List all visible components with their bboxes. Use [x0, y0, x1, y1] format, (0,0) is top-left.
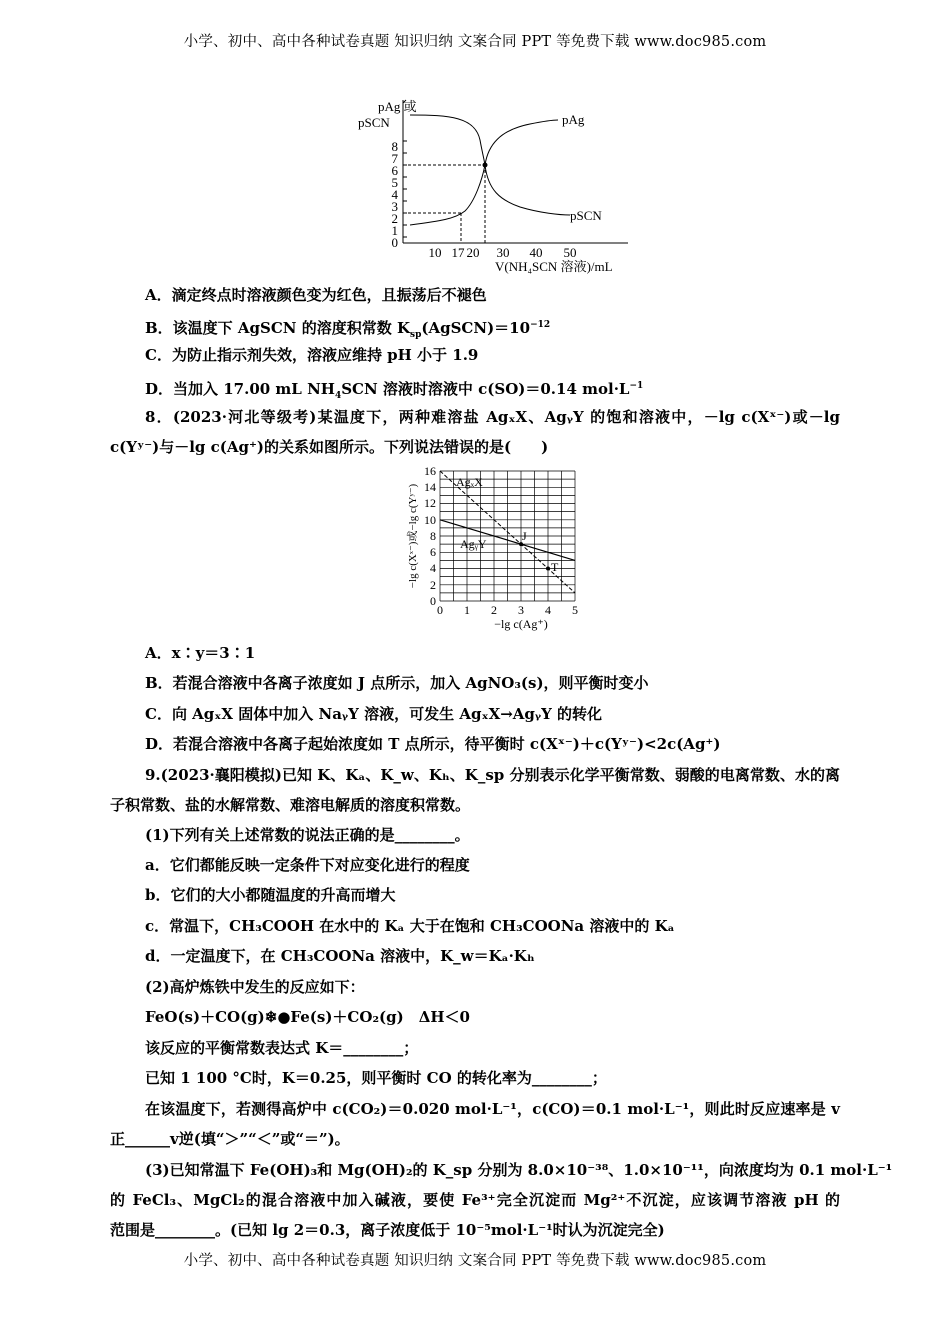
chart1-ytick: 4	[391, 187, 398, 202]
chart2-ytick: 16	[424, 466, 436, 478]
chart1-ylabel-2: pSCN	[358, 115, 390, 130]
chart1-xtick: 40	[529, 245, 543, 260]
chart2-xtick: 3	[518, 603, 524, 617]
chart1-ytick: 8	[391, 139, 398, 154]
chart2-ylabel: −lg c(Xˣ⁻)或−lg c(Yʸ⁻)	[407, 483, 419, 589]
curve-pAg	[410, 115, 558, 165]
chart1-ytick: 7	[391, 151, 398, 166]
solubility-chart	[398, 466, 598, 636]
chart1-pAg-label: pAg	[562, 112, 585, 127]
chart2-xtick: 0	[437, 603, 443, 617]
page-header: 小学、初中、高中各种试卷真题 知识归纳 文案合同 PPT 等免费下载 www.doc985.com	[183, 34, 767, 50]
chart1-ytick: 5	[391, 175, 398, 190]
chart1-ytick: 0	[391, 235, 398, 250]
chart1-ytick: 3	[391, 199, 398, 214]
chart2-ytick: 12	[424, 496, 436, 510]
q8-option-d: D．若混合溶液中各离子起始浓度如 T 点所示，待平衡时 c(Xˣ⁻)＋c(Yʸ⁻)<2c(Ag⁺)	[145, 735, 721, 753]
chart2-ytick: 14	[424, 480, 436, 494]
q8-option-a: A．x∶y＝3∶1	[145, 644, 256, 662]
chart1-ylabel-1: pAg 或	[378, 99, 417, 114]
chart2-ytick: 6	[430, 545, 436, 559]
chart1-ytick: 1	[391, 223, 398, 238]
chart2-ytick: 8	[430, 529, 436, 543]
chart2-ytick: 0	[430, 594, 436, 608]
q9-conversion: 已知 1 100 °C时，K＝0.25，则平衡时 CO 的转化率为________；	[145, 1069, 607, 1087]
q9-stem-line2: 子积常数、盐的水解常数、难溶电解质的溶度积常数。	[110, 796, 471, 814]
q7-option-a: A．滴定终点时溶液颜色变为红色，且振荡后不褪色	[145, 286, 487, 304]
q8-option-c: C．向 AgₓX 固体中加入 NaᵧY 溶液，可发生 AgₓX→AgᵧY 的转化	[145, 705, 603, 723]
label-J: J	[522, 529, 527, 543]
chart2-xtick: 5	[572, 603, 578, 617]
q9-k-expression: 该反应的平衡常数表达式 K＝________；	[145, 1039, 419, 1057]
q7-option-c: C．为防止指示剂失效，溶液应维持 pH 小于 1.9	[145, 346, 479, 364]
q7-option-d: D．当加入 17.00 mL $NH_4SCN$ 溶液时溶液中 c(SO)＝0.14 $mol\cdot L^{-1}$	[145, 380, 644, 401]
chart2-xtick: 4	[545, 603, 551, 617]
chart1-xtick: 17	[451, 245, 465, 260]
titration-chart	[340, 95, 640, 275]
chart2-xtick: 1	[464, 603, 470, 617]
q9-part1: (1)下列有关上述常数的说法正确的是________。	[145, 826, 470, 844]
q9-equation: FeO(s)＋CO(g)❄●Fe(s)＋CO₂(g) ΔH＜0	[145, 1008, 470, 1026]
q9-part3-line1: (3)已知常温下 Fe(OH)₃和 Mg(OH)₂的 K_sp 分别为 8.0×10⁻³⁸、1.0×10⁻¹¹，向浓度均为 0.1 mol·L⁻¹	[145, 1161, 893, 1179]
curve-pSCN	[410, 165, 570, 225]
q8-stem-line1: 8．(2023·河北等级考)某温度下，两种难溶盐 AgₓX、AgᵧY 的饱和溶液中，－lg c(Xˣ⁻)或－lg	[145, 408, 840, 426]
chart2-xlabel: −lg c(Ag⁺)	[494, 617, 548, 631]
chart1-ytick: 6	[391, 163, 398, 178]
chart1-xlabel: V(NH₄SCN 溶液)/mL	[495, 259, 613, 274]
q9-part3-line2: 的 FeCl₃、MgCl₂的混合溶液中加入碱液，要使 Fe³⁺完全沉淀而 Mg²⁺不沉淀，应该调节溶液 pH 的	[110, 1191, 840, 1209]
q9-option-c: c．常温下，CH₃COOH 在水中的 Kₐ 大于在饱和 CH₃COONa 溶液中的 Kₐ	[145, 917, 675, 935]
q9-rate-line2: 正______v逆(填“＞”“＜”或“＝”)。	[110, 1130, 350, 1148]
q9-option-b: b．它们的大小都随温度的升高而增大	[145, 886, 396, 904]
q7-option-b: B．该温度下 AgSCN 的溶度积常数 $K_{sp}(AgSCN)=10^{-12}$	[145, 319, 551, 340]
q8-stem-line2: c(Yʸ⁻)与－lg c(Ag⁺)的关系如图所示。下列说法错误的是( )	[110, 438, 549, 456]
q9-part2: (2)高炉炼铁中发生的反应如下：	[145, 978, 365, 996]
chart1-ytick: 2	[391, 211, 398, 226]
chart2-ytick: 10	[424, 513, 436, 527]
chart1-xtick: 50	[563, 245, 577, 260]
chart1-xtick: 30	[496, 245, 510, 260]
q9-part3-line3: 范围是________。(已知 lg 2＝0.3，离子浓度低于 10⁻⁵mol·L⁻¹时认为沉淀完全)	[110, 1221, 665, 1239]
q9-option-d: d．一定温度下，在 CH₃COONa 溶液中，K_w＝Kₐ·Kₕ	[145, 947, 535, 965]
q9-option-a: a．它们都能反映一定条件下对应变化进行的程度	[145, 856, 470, 874]
chart2-xtick: 2	[491, 603, 497, 617]
chart2-ytick: 2	[430, 578, 436, 592]
q9-stem-line1: 9.(2023·襄阳模拟)已知 K、Kₐ、K_w、Kₕ、K_sp 分别表示化学平衡常数、弱酸的电离常数、水的离	[145, 766, 840, 784]
label-AgyY: AgᵧY	[460, 537, 487, 551]
label-T: T	[551, 560, 559, 574]
chart1-pSCN-label: pSCN	[570, 208, 602, 223]
label-AgxX: AgₓX	[456, 475, 483, 489]
chart2-ytick: 4	[430, 561, 436, 575]
q8-option-b: B．若混合溶液中各离子浓度如 J 点所示，加入 AgNO₃(s)，则平衡时变小	[145, 674, 649, 692]
q9-rate-line1: 在该温度下，若测得高炉中 c(CO₂)＝0.020 mol·L⁻¹，c(CO)＝0.1 mol·L⁻¹，则此时反应速率是 v	[145, 1100, 840, 1118]
chart1-xtick: 20	[466, 245, 480, 260]
page-footer: 小学、初中、高中各种试卷真题 知识归纳 文案合同 PPT 等免费下载 www.doc985.com	[183, 1253, 767, 1269]
chart1-xtick: 10	[428, 245, 442, 260]
